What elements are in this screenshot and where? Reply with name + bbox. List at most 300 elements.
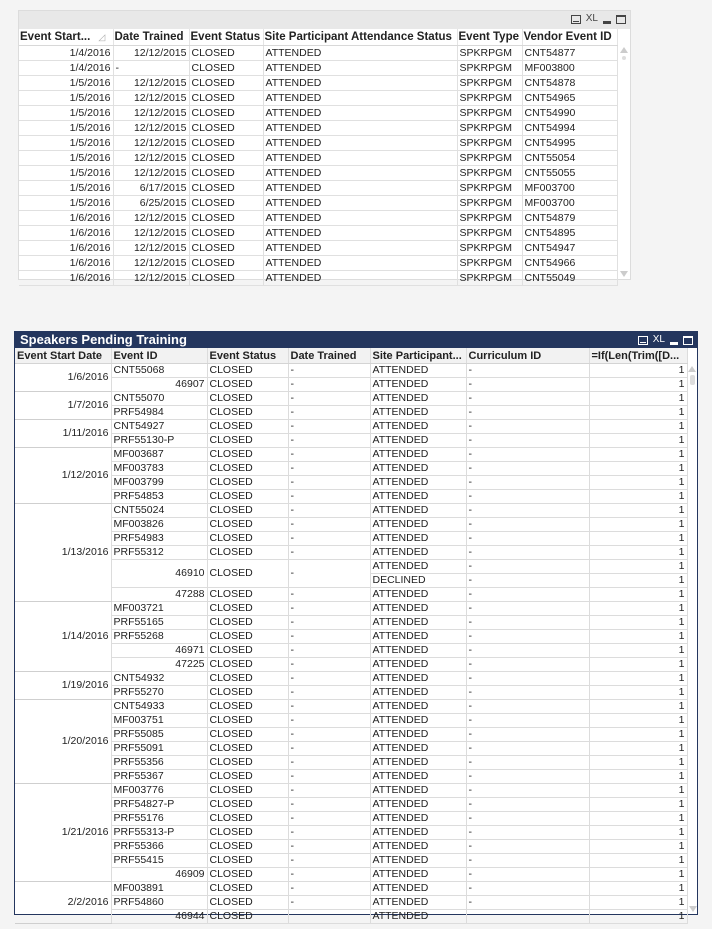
table-cell: ATTENDED xyxy=(263,256,457,271)
table-cell: SPKRPGM xyxy=(457,241,522,256)
table-cell: 1/5/2016 xyxy=(19,181,113,196)
sort-indicator-icon[interactable]: ◿ xyxy=(98,32,106,42)
table-row[interactable] xyxy=(15,560,687,574)
curriculum-id-cell: - xyxy=(466,700,589,714)
site-participant-cell: ATTENDED xyxy=(370,420,466,434)
formula-value-cell: 1 xyxy=(589,812,687,826)
table-row[interactable] xyxy=(15,784,687,798)
curriculum-id-cell: - xyxy=(466,742,589,756)
column-header[interactable] xyxy=(457,29,522,46)
table-row[interactable] xyxy=(15,812,687,826)
table-row[interactable] xyxy=(15,420,687,434)
curriculum-id-cell: - xyxy=(466,644,589,658)
table-row[interactable] xyxy=(19,151,617,166)
table-cell: 12/12/2015 xyxy=(113,256,189,271)
curriculum-id-cell: - xyxy=(466,868,589,882)
event-status-cell: CLOSED xyxy=(207,602,288,616)
event-id-cell: PRF55130-P xyxy=(111,434,207,448)
column-header[interactable] xyxy=(263,29,457,46)
table-row[interactable] xyxy=(15,700,687,714)
table-cell: 1/6/2016 xyxy=(19,226,113,241)
print-icon[interactable] xyxy=(638,336,648,345)
site-participant-cell: ATTENDED xyxy=(370,742,466,756)
event-id-cell: PRF55268 xyxy=(111,630,207,644)
site-participant-cell: ATTENDED xyxy=(370,504,466,518)
date-trained-cell: - xyxy=(288,378,370,392)
formula-value-cell: 1 xyxy=(589,378,687,392)
table-row[interactable] xyxy=(15,504,687,518)
event-id-cell: PRF54983 xyxy=(111,532,207,546)
table-row[interactable] xyxy=(15,658,687,672)
formula-value-cell: 1 xyxy=(589,784,687,798)
table-cell: 1/6/2016 xyxy=(19,256,113,271)
table-cell: CLOSED xyxy=(189,271,263,286)
date-trained-cell: - xyxy=(288,462,370,476)
date-trained-cell: - xyxy=(288,882,370,896)
table-cell: SPKRPGM xyxy=(457,226,522,241)
date-trained-cell: - xyxy=(288,672,370,686)
table-row[interactable] xyxy=(19,46,617,61)
table-cell: CLOSED xyxy=(189,106,263,121)
formula-value-cell: 1 xyxy=(589,560,687,574)
table-cell: SPKRPGM xyxy=(457,121,522,136)
table-cell: CNT54877 xyxy=(522,46,617,61)
table-row[interactable] xyxy=(19,196,617,211)
table-row[interactable] xyxy=(15,546,687,560)
curriculum-id-cell: - xyxy=(466,812,589,826)
event-start-date-cell: 1/14/2016 xyxy=(15,602,111,672)
site-participant-cell: ATTENDED xyxy=(370,840,466,854)
formula-value-cell: 1 xyxy=(589,728,687,742)
event-id-cell: PRF55366 xyxy=(111,840,207,854)
event-id-cell: 47288 xyxy=(111,588,207,602)
event-status-cell: CLOSED xyxy=(207,868,288,882)
event-status-cell: CLOSED xyxy=(207,378,288,392)
column-header-label: Event Status xyxy=(190,31,261,43)
column-header[interactable] xyxy=(113,29,189,46)
table-row[interactable] xyxy=(19,76,617,91)
table-row[interactable] xyxy=(19,121,617,136)
event-id-cell: MF003687 xyxy=(111,448,207,462)
table-row[interactable] xyxy=(15,686,687,700)
table-cell: MF003700 xyxy=(522,196,617,211)
event-status-cell: CLOSED xyxy=(207,686,288,700)
curriculum-id-cell: - xyxy=(466,658,589,672)
site-participant-cell: ATTENDED xyxy=(370,532,466,546)
column-header[interactable]: Event Start Date xyxy=(15,348,111,364)
table-row[interactable] xyxy=(15,882,687,896)
column-header[interactable] xyxy=(19,29,113,46)
table-cell: ATTENDED xyxy=(263,76,457,91)
curriculum-id-cell: - xyxy=(466,462,589,476)
curriculum-id-cell: - xyxy=(466,728,589,742)
scroll-down-icon[interactable] xyxy=(689,906,697,912)
formula-value-cell: 1 xyxy=(589,462,687,476)
table-cell: CLOSED xyxy=(189,46,263,61)
site-participant-cell: ATTENDED xyxy=(370,406,466,420)
table-cell: CNT54895 xyxy=(522,226,617,241)
table-row[interactable] xyxy=(15,896,687,910)
table-row[interactable] xyxy=(19,166,617,181)
table-title: Speakers Pending Training xyxy=(20,332,187,347)
table-cell: CNT54995 xyxy=(522,136,617,151)
site-participant-cell: ATTENDED xyxy=(370,854,466,868)
event-status-cell: CLOSED xyxy=(207,882,288,896)
date-trained-cell: - xyxy=(288,448,370,462)
table-row[interactable] xyxy=(19,136,617,151)
event-id-cell: PRF54853 xyxy=(111,490,207,504)
table-cell: SPKRPGM xyxy=(457,166,522,181)
event-status-cell: CLOSED xyxy=(207,798,288,812)
table-cell: CNT54990 xyxy=(522,106,617,121)
column-header[interactable] xyxy=(522,29,617,46)
table-cell: ATTENDED xyxy=(263,211,457,226)
maximize-icon[interactable] xyxy=(683,336,693,345)
formula-value-cell: 1 xyxy=(589,448,687,462)
event-id-cell: MF003776 xyxy=(111,784,207,798)
curriculum-id-cell: - xyxy=(466,826,589,840)
event-status-cell: CLOSED xyxy=(207,840,288,854)
table-cell: SPKRPGM xyxy=(457,106,522,121)
xl-export-icon[interactable]: XL xyxy=(652,334,665,345)
event-id-cell: PRF55313-P xyxy=(111,826,207,840)
table-cell: 12/12/2015 xyxy=(113,241,189,256)
event-start-date-cell: 1/7/2016 xyxy=(15,392,111,420)
table-cell: CNT55049 xyxy=(522,271,617,286)
table-row[interactable] xyxy=(15,476,687,490)
event-id-cell: CNT54933 xyxy=(111,700,207,714)
formula-value-cell: 1 xyxy=(589,532,687,546)
site-participant-cell: ATTENDED xyxy=(370,602,466,616)
column-header-label: Event Start... xyxy=(20,31,91,43)
site-participant-cell: ATTENDED xyxy=(370,588,466,602)
event-id-cell: 46909 xyxy=(111,868,207,882)
curriculum-id-cell: - xyxy=(466,896,589,910)
event-id-cell: MF003826 xyxy=(111,518,207,532)
date-trained-cell: - xyxy=(288,602,370,616)
column-header[interactable]: Date Trained xyxy=(288,348,370,364)
vertical-scrollbar[interactable] xyxy=(618,45,630,279)
curriculum-id-cell: - xyxy=(466,616,589,630)
event-status-cell: CLOSED xyxy=(207,476,288,490)
scroll-up-icon[interactable] xyxy=(620,47,628,53)
event-start-date-cell: 1/13/2016 xyxy=(15,504,111,602)
table-cell: 12/12/2015 xyxy=(113,226,189,241)
date-trained-cell: - xyxy=(288,742,370,756)
table-row[interactable] xyxy=(19,271,617,286)
table-cell: 1/5/2016 xyxy=(19,106,113,121)
table-cell: 6/17/2015 xyxy=(113,181,189,196)
site-participant-cell: ATTENDED xyxy=(370,490,466,504)
event-start-date-cell: 2/2/2016 xyxy=(15,882,111,924)
minimize-icon[interactable] xyxy=(670,342,678,345)
table-row[interactable] xyxy=(19,256,617,271)
table-row[interactable] xyxy=(19,106,617,121)
table-cell: 12/12/2015 xyxy=(113,136,189,151)
event-status-cell: CLOSED xyxy=(207,434,288,448)
table-row[interactable] xyxy=(15,518,687,532)
site-participant-cell: ATTENDED xyxy=(370,728,466,742)
column-header-label: Vendor Event ID xyxy=(523,31,612,43)
table-cell: CLOSED xyxy=(189,136,263,151)
table-cell: SPKRPGM xyxy=(457,76,522,91)
table-row[interactable] xyxy=(15,672,687,686)
formula-value-cell: 1 xyxy=(589,686,687,700)
site-participant-cell: ATTENDED xyxy=(370,812,466,826)
date-trained-cell: - xyxy=(288,560,370,588)
maximize-icon[interactable] xyxy=(616,15,626,24)
date-trained-cell: - xyxy=(288,616,370,630)
event-status-cell: CLOSED xyxy=(207,518,288,532)
column-header-label: Date Trained xyxy=(114,31,184,43)
table-row[interactable] xyxy=(15,462,687,476)
table-row[interactable] xyxy=(15,798,687,812)
curriculum-id-cell: - xyxy=(466,490,589,504)
column-header[interactable] xyxy=(189,29,263,46)
table-row[interactable] xyxy=(15,728,687,742)
curriculum-id-cell: - xyxy=(466,574,589,588)
table-cell: CLOSED xyxy=(189,181,263,196)
event-id-cell: 46971 xyxy=(111,644,207,658)
table-cell: CNT54879 xyxy=(522,211,617,226)
formula-value-cell: 1 xyxy=(589,756,687,770)
scroll-thumb[interactable] xyxy=(690,375,695,385)
formula-value-cell: 1 xyxy=(589,700,687,714)
scroll-down-icon[interactable] xyxy=(620,271,628,277)
table-row[interactable] xyxy=(15,910,687,924)
formula-value-cell: 1 xyxy=(589,644,687,658)
table-row[interactable] xyxy=(15,854,687,868)
table-row[interactable] xyxy=(15,644,687,658)
table-row[interactable] xyxy=(15,588,687,602)
table-cell: 1/5/2016 xyxy=(19,121,113,136)
column-header[interactable]: =If(Len(Trim([D... xyxy=(589,348,687,364)
formula-value-cell: 1 xyxy=(589,840,687,854)
formula-value-cell: 1 xyxy=(589,770,687,784)
table-cell: CLOSED xyxy=(189,151,263,166)
event-status-cell: CLOSED xyxy=(207,588,288,602)
column-header[interactable]: Event ID xyxy=(111,348,207,364)
event-status-cell: CLOSED xyxy=(207,728,288,742)
event-status-cell: CLOSED xyxy=(207,406,288,420)
table-row[interactable] xyxy=(15,756,687,770)
table-row[interactable] xyxy=(15,602,687,616)
table-row[interactable] xyxy=(19,241,617,256)
formula-value-cell: 1 xyxy=(589,602,687,616)
table-row[interactable] xyxy=(15,616,687,630)
table-row[interactable] xyxy=(15,532,687,546)
event-id-cell: CNT54932 xyxy=(111,672,207,686)
table-cell: SPKRPGM xyxy=(457,136,522,151)
curriculum-id-cell: - xyxy=(466,518,589,532)
table-cell: CLOSED xyxy=(189,241,263,256)
formula-value-cell: 1 xyxy=(589,658,687,672)
site-participant-cell: ATTENDED xyxy=(370,714,466,728)
curriculum-id-cell: - xyxy=(466,784,589,798)
event-id-cell: CNT55070 xyxy=(111,392,207,406)
vertical-scrollbar[interactable] xyxy=(687,364,697,914)
table-cell: SPKRPGM xyxy=(457,256,522,271)
event-id-cell: PRF55165 xyxy=(111,616,207,630)
site-participant-cell: ATTENDED xyxy=(370,756,466,770)
formula-value-cell: 1 xyxy=(589,574,687,588)
scroll-up-icon[interactable] xyxy=(688,366,696,372)
date-trained-cell: - xyxy=(288,770,370,784)
table-cell: MF003800 xyxy=(522,61,617,76)
date-trained-cell: - xyxy=(288,630,370,644)
event-id-cell: 47225 xyxy=(111,658,207,672)
event-status-cell: CLOSED xyxy=(207,644,288,658)
event-status-cell: CLOSED xyxy=(207,630,288,644)
table-cell: 6/25/2015 xyxy=(113,196,189,211)
table-cell: ATTENDED xyxy=(263,181,457,196)
event-start-date-cell: 1/19/2016 xyxy=(15,672,111,700)
print-icon[interactable] xyxy=(571,15,581,24)
curriculum-id-cell: - xyxy=(466,560,589,574)
table-cell: CNT55055 xyxy=(522,166,617,181)
table-row[interactable] xyxy=(15,826,687,840)
table-row[interactable] xyxy=(15,742,687,756)
date-trained-cell: - xyxy=(288,546,370,560)
table-cell: 1/6/2016 xyxy=(19,241,113,256)
table-cell: SPKRPGM xyxy=(457,46,522,61)
event-status-cell: CLOSED xyxy=(207,700,288,714)
curriculum-id-cell: - xyxy=(466,798,589,812)
curriculum-id-cell: - xyxy=(466,392,589,406)
table-cell: SPKRPGM xyxy=(457,196,522,211)
table-row[interactable] xyxy=(15,714,687,728)
table-cell: 1/4/2016 xyxy=(19,46,113,61)
table-cell: 12/12/2015 xyxy=(113,106,189,121)
date-trained-cell: - xyxy=(288,532,370,546)
table-cell: SPKRPGM xyxy=(457,211,522,226)
table-cell: 12/12/2015 xyxy=(113,76,189,91)
curriculum-id-cell: - xyxy=(466,546,589,560)
event-start-date-cell: 1/12/2016 xyxy=(15,448,111,504)
table-row[interactable] xyxy=(15,490,687,504)
table-cell: MF003700 xyxy=(522,181,617,196)
date-trained-cell: - xyxy=(288,406,370,420)
site-participant-cell: ATTENDED xyxy=(370,392,466,406)
table-cell: 12/12/2015 xyxy=(113,151,189,166)
formula-value-cell: 1 xyxy=(589,364,687,378)
date-trained-cell: - xyxy=(288,420,370,434)
site-participant-cell: ATTENDED xyxy=(370,448,466,462)
site-participant-cell: ATTENDED xyxy=(370,658,466,672)
table-row[interactable] xyxy=(15,406,687,420)
date-trained-cell: - xyxy=(288,840,370,854)
site-participant-cell: DECLINED xyxy=(370,574,466,588)
table-row[interactable] xyxy=(19,91,617,106)
formula-value-cell: 1 xyxy=(589,868,687,882)
table-cell: ATTENDED xyxy=(263,136,457,151)
event-id-cell: CNT54927 xyxy=(111,420,207,434)
table-cell: SPKRPGM xyxy=(457,181,522,196)
table-row[interactable] xyxy=(15,364,687,378)
event-id-cell: MF003799 xyxy=(111,476,207,490)
event-id-cell: PRF55367 xyxy=(111,770,207,784)
table-row[interactable] xyxy=(15,378,687,392)
formula-value-cell: 1 xyxy=(589,616,687,630)
table-row[interactable] xyxy=(19,226,617,241)
table-row[interactable] xyxy=(19,61,617,76)
table-cell: CLOSED xyxy=(189,226,263,241)
event-id-cell: PRF55312 xyxy=(111,546,207,560)
curriculum-id-cell: - xyxy=(466,364,589,378)
date-trained-cell: - xyxy=(288,700,370,714)
date-trained-cell: - xyxy=(288,392,370,406)
table-row[interactable] xyxy=(15,392,687,406)
table-cell: CNT54994 xyxy=(522,121,617,136)
site-participant-cell: ATTENDED xyxy=(370,868,466,882)
table-cell: CNT54878 xyxy=(522,76,617,91)
event-id-cell: CNT55068 xyxy=(111,364,207,378)
xl-export-icon[interactable]: XL xyxy=(585,13,598,24)
curriculum-id-cell: - xyxy=(466,434,589,448)
formula-value-cell: 1 xyxy=(589,504,687,518)
event-id-cell: PRF54827-P xyxy=(111,798,207,812)
table-row[interactable] xyxy=(15,434,687,448)
formula-value-cell: 1 xyxy=(589,910,687,924)
table-cell: ATTENDED xyxy=(263,271,457,286)
date-trained-cell: - xyxy=(288,364,370,378)
minimize-icon[interactable] xyxy=(603,21,611,24)
table-cell: CNT55054 xyxy=(522,151,617,166)
table-cell: SPKRPGM xyxy=(457,61,522,76)
event-status-cell: CLOSED xyxy=(207,742,288,756)
table-cell: 1/6/2016 xyxy=(19,211,113,226)
site-participant-cell: ATTENDED xyxy=(370,770,466,784)
column-header[interactable]: Event Status xyxy=(207,348,288,364)
table-row[interactable] xyxy=(15,868,687,882)
site-participant-cell: ATTENDED xyxy=(370,784,466,798)
table-cell: 1/4/2016 xyxy=(19,61,113,76)
event-status-cell: CLOSED xyxy=(207,420,288,434)
event-status-cell: CLOSED xyxy=(207,546,288,560)
event-status-cell: CLOSED xyxy=(207,392,288,406)
event-status-cell: CLOSED xyxy=(207,504,288,518)
curriculum-id-cell xyxy=(466,910,589,924)
table-row[interactable] xyxy=(15,448,687,462)
table-row[interactable] xyxy=(19,181,617,196)
column-header[interactable]: Curriculum ID xyxy=(466,348,589,364)
event-id-cell: MF003751 xyxy=(111,714,207,728)
table-cell: 1/5/2016 xyxy=(19,76,113,91)
table-row[interactable] xyxy=(19,211,617,226)
formula-value-cell: 1 xyxy=(589,630,687,644)
table-row[interactable] xyxy=(15,770,687,784)
table-cell: CLOSED xyxy=(189,121,263,136)
table-row[interactable] xyxy=(15,630,687,644)
column-header-label: Event Type xyxy=(458,31,519,43)
site-participant-cell: ATTENDED xyxy=(370,616,466,630)
column-header[interactable]: Site Participant... xyxy=(370,348,466,364)
table-row[interactable] xyxy=(15,840,687,854)
site-participant-cell: ATTENDED xyxy=(370,826,466,840)
curriculum-id-cell: - xyxy=(466,406,589,420)
scroll-thumb[interactable] xyxy=(622,56,626,60)
site-participant-cell: ATTENDED xyxy=(370,364,466,378)
curriculum-id-cell: - xyxy=(466,840,589,854)
formula-value-cell: 1 xyxy=(589,896,687,910)
event-status-cell: CLOSED xyxy=(207,784,288,798)
event-status-cell: CLOSED xyxy=(207,910,288,924)
table-cell: 1/5/2016 xyxy=(19,151,113,166)
table-cell: ATTENDED xyxy=(263,61,457,76)
table-cell: ATTENDED xyxy=(263,226,457,241)
curriculum-id-cell: - xyxy=(466,420,589,434)
curriculum-id-cell: - xyxy=(466,602,589,616)
